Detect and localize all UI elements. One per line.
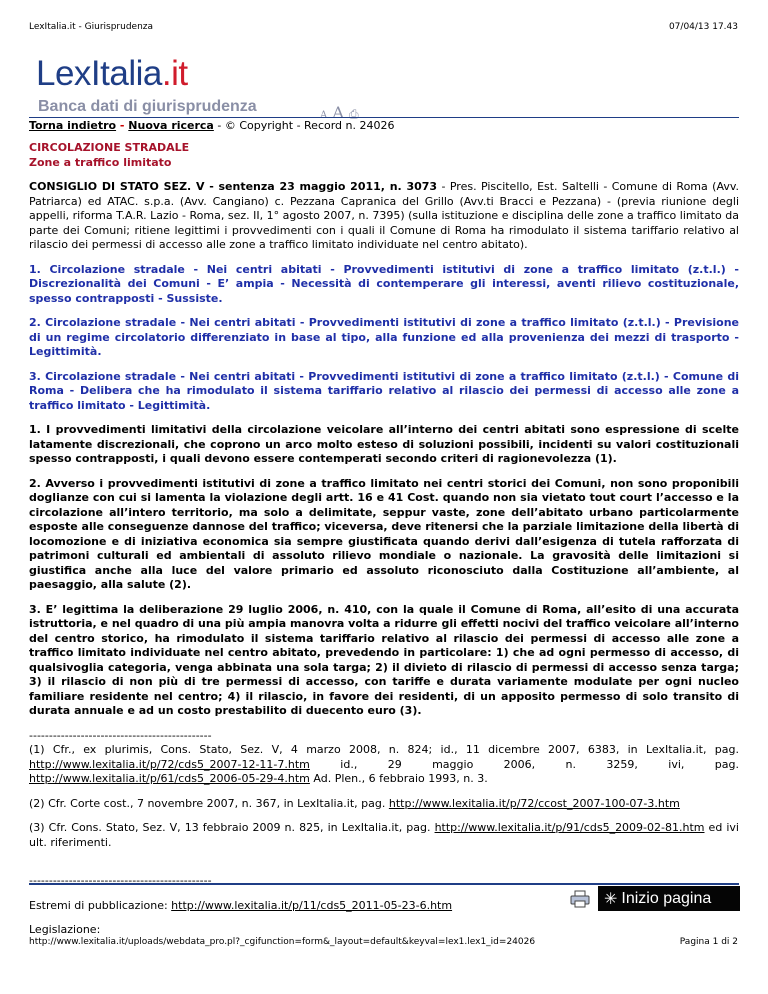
footnote-2-text: (2) Cfr. Corte cost., 7 novembre 2007, n. 367, in LexItalia.it, pag. — [29, 796, 389, 810]
footnote-1-end: Ad. Plen., 6 febbraio 1993, n. 3. — [309, 772, 488, 785]
asterisk-icon: ✳ — [604, 890, 618, 908]
massima-2: 2. Circolazione stradale - Nei centri abitati - Provvedimenti istitutivi di zone a traffico limitato (z.t.l.) - Previsione di un regime circolatorio differenziato in base al tipo, alla funzione ed alla provenienza dei mezzi di trasporto - Legittimità. — [29, 316, 739, 358]
breadcrumb — [29, 119, 395, 132]
footer-divider — [29, 883, 739, 885]
site-logo[interactable] — [36, 54, 188, 94]
print-icon[interactable] — [570, 890, 590, 908]
print-header-datetime: 07/04/13 17.43 — [668, 22, 738, 32]
footnote-3-end: ed ivi ult. riferimenti. — [29, 821, 739, 849]
ruling-details: - Pres. Piscitello, Est. Saltelli - Comune di Roma (Avv. Patriarca) ed ATAC. s.p.a. (Avv. Cangiano) c. Pezzana Capranica del Grillo (Avv.ti Bracci e Pezzana) - (previa riunione degli appelli, riforma T.A.R. Lazio - Roma, sez. II, 1° agosto 2007, n. 7395) (sulla istituzione e disciplina delle zone a traffico limitato da parte dei Comuni; ritiene legittimi i provvedimenti con i quali il Comune di Roma ha rimodulato il sistema tariffario relativo al rilascio dei permessi di accesso alle zone a traffico limitato individuate nel centro abitato). — [29, 180, 739, 251]
ruling-citation: CONSIGLIO DI STATO SEZ. V - sentenza 23 maggio 2011, n. 3073 — [29, 180, 438, 193]
footnote-3-link[interactable]: http://www.lexitalia.it/p/91/cds5_2009-02-81.htm — [434, 821, 705, 834]
notes-divider: ---------------------------------------------- — [29, 728, 212, 742]
massima-1: 1. Circolazione stradale - Nei centri abitati - Provvedimenti istitutivi di zone a traffico limitato (z.t.l.) - Discrezionalità dei Comuni - E’ ampia - Necessità di contemperare gli interessi, aventi rilievo costituzionale, spesso contrapposti - Sussiste. — [29, 262, 739, 305]
nav-separator: - — [116, 119, 129, 132]
back-link[interactable]: Torna indietro — [29, 119, 117, 132]
new-search-link[interactable]: Nuova ricerca — [128, 119, 214, 132]
legislation-info — [29, 923, 739, 938]
print-header-title: LexItalia.it - Giurisprudenza — [29, 22, 154, 32]
header-divider — [29, 117, 739, 118]
footnote-1-link-1[interactable]: http://www.lexitalia.it/p/72/cds5_2007-12-11-7.htm — [29, 757, 310, 771]
footnote-2 — [29, 797, 739, 812]
document-body — [29, 141, 739, 948]
massima-3: 3. Circolazione stradale - Nei centri abitati - Provvedimenti istitutivi di zone a traffico limitato (z.t.l.) - Comune di Roma - Delibera che ha rimodulato il sistema tariffario relativo al rilascio dei permessi di accesso alle zone a traffico limitato - Legittimità. — [29, 369, 739, 412]
footnote-2-link[interactable]: http://www.lexitalia.it/p/72/ccost_2007-100-07-3.htm — [388, 796, 680, 810]
publication-link[interactable]: http://www.lexitalia.it/p/11/cds5_2011-05-23-6.htm — [171, 898, 453, 912]
footnote-3-text: (3) Cfr. Cons. Stato, Sez. V, 13 febbraio 2009 n. 825, in LexItalia.it, pag. — [29, 821, 435, 834]
print-footer-url: http://www.lexitalia.it/uploads/webdata_pro.pl?_cgifunction=form&_layout=default&keyval=lex1.lex1_id=24026 — [29, 937, 536, 947]
publication-label: Estremi di pubblicazione: — [29, 898, 172, 912]
publication-divider: ---------------------------------------------- — [29, 874, 212, 887]
back-to-top-label: Inizio pagina — [621, 889, 712, 907]
print-footer-page: Pagina 1 di 2 — [679, 937, 738, 947]
heading-topic: CIRCOLAZIONE STRADALE — [29, 141, 190, 154]
font-smaller-icon[interactable]: A — [320, 110, 328, 121]
logo-main: LexItalia — [36, 54, 162, 93]
nav-separator: - — [213, 119, 225, 132]
print-icon[interactable]: ⎙ — [348, 107, 359, 121]
footnote-1-text: (1) Cfr., ex plurimis, Cons. Stato, Sez. V, 4 marzo 2008, n. 824; id., 11 dicembre 2007, 6383, in LexItalia.it, pag. — [29, 743, 739, 756]
back-to-top-button[interactable] — [598, 886, 740, 911]
font-larger-icon[interactable]: A — [332, 103, 344, 122]
ruling-intro — [29, 180, 739, 253]
principle-3: 3. E’ legittima la deliberazione 29 luglio 2006, n. 410, con la quale il Comune di Roma, all’esito di una accurata istruttoria, e nel quadro di una più ampia manovra volta a ridurre gli effetti nocivi del traffico veicolare all’interno del centro storico, ha rimodulato il sistema tariffario relativo al rilascio dei permessi di accesso alle zone a traffico limitato individuate nel centro abitato, prevedendo in particolare: 1) che ad ogni permesso di accesso, di qualsivoglia categoria, venga abbinata una sola targa; 2) il divieto di rilascio di permessi di accesso senza targa; 3) il rilascio di non più di tre permessi di accesso, con tariffe e durata variamente modulate per ogni nucleo familiare residente nel centro; 4) il rilascio, in favore dei residenti, di un apposito permesso di solo transito di durata annuale e ad un costo prestabilito di duecento euro (3). — [29, 602, 739, 717]
footnote-1-mid: id., 29 maggio 2006, n. 3259, ivi, pag. — [309, 757, 739, 771]
heading-subtopic: Zone a traffico limitato — [29, 155, 172, 169]
site-subtitle: Banca dati di giurisprudenza — [38, 98, 257, 115]
legislation-label: Legislazione: — [29, 923, 101, 936]
document-heading — [29, 141, 739, 170]
footnote-1-link-2[interactable]: http://www.lexitalia.it/p/61/cds5_2006-05-29-4.htm — [29, 772, 310, 785]
footnote-3 — [29, 821, 739, 850]
logo-tld: .it — [161, 54, 188, 93]
principle-2: 2. Avverso i provvedimenti istitutivi di zone a traffico limitato nei centri storici dei Comuni, non sono proponibili doglianze con cui si lamenta la violazione degli artt. 16 e 41 Cost. quando non sia vietato tout court l’accesso e la circolazione all’intero territorio, ma solo a delimitate, seppur vaste, zone dell’abitato urbano particolarmente esposte alle conseguenze dannose del traffico; viceversa, deve ritenersi che la parziale limitazione della libertà di locomozione e di iniziativa economica sia sempre giustificata quando derivi dall’esigenza di tutela rafforzata di patrimoni culturali ed ambientali di assoluto rilievo mondiale o nazionale. La gravosità delle limitazioni si giustifica anche alla luce del valore primario ed assoluto riconosciuto dalla Costituzione all’ambiente, al paesaggio, alla salute (2). — [29, 476, 739, 591]
footnote-1 — [29, 743, 739, 787]
principle-1: 1. I provvedimenti limitativi della circolazione veicolare all’interno dei centri abitati sono espressione di scelte latamente discrezionali, che coprono un arco molto esteso di soluzioni possibili, incidenti su valori costituzionali spesso contrapposti, i quali devono essere contemperati secondo criteri di ragionevolezza (1). — [29, 423, 739, 465]
copyright-text: © Copyright - Record n. 24026 — [224, 119, 395, 132]
